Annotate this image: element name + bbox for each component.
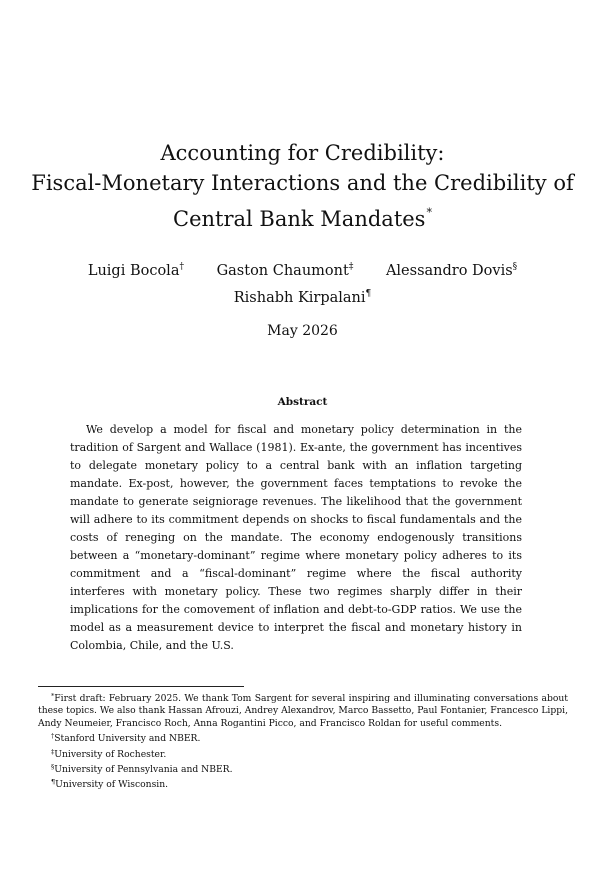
- abstract-paragraph: We develop a model for fiscal and monetary policy determination in the tradition of Sargent and Wallace (1981). Ex-ante, the government has incentives to delegate monetary policy to a central bank with an inflation targeting mandate. Ex-post, however, the government faces temptations to revoke the mandate to generate seigniorage revenues. The likelihood that the government will adhere to its commitment depends on shocks to fiscal fundamentals and the costs of reneging on the mandate. The economy endogenously transitions between a “monetary-dominant” regime where monetary policy adheres to its commitment and a “fiscal-dominant” regime where the fiscal authority interferes with monetary policy. These two regimes sharply differ in their implications for the comovement of inflation and debt-to-GDP ratios. We use the model as a measurement device to interpret the fiscal and monetary history in Colombia, Chile, and the U.S.: [70, 423, 522, 652]
- footnote: [38, 776, 568, 791]
- author-mark: †: [179, 262, 184, 272]
- footnote-rule: [38, 686, 244, 687]
- footnote: [38, 761, 568, 776]
- author-mark: §: [512, 262, 518, 272]
- footnote-text: University of Rochester.: [54, 748, 167, 760]
- title-line-2: Fiscal-Monetary Interactions and the Credibility of: [31, 171, 574, 195]
- author: [234, 283, 372, 310]
- author-mark: ‡: [348, 262, 354, 272]
- title-footnote-mark: *: [426, 206, 432, 219]
- paper-title: [0, 138, 605, 234]
- footnote: [38, 746, 568, 761]
- author-mark: ¶: [365, 289, 372, 299]
- author-name: Alessandro Dovis: [385, 263, 513, 279]
- footnote-mark: *: [51, 692, 55, 700]
- abstract-heading: Abstract: [277, 396, 328, 408]
- footnote-text: University of Pennsylvania and NBER.: [54, 764, 233, 776]
- footnote-mark: ¶: [51, 778, 56, 787]
- author-row-2: [0, 283, 605, 310]
- title-line-1: Accounting for Credibility:: [160, 141, 445, 165]
- footnote-mark: §: [51, 763, 55, 772]
- author-name: Rishabh Kirpalani: [233, 290, 366, 306]
- author-list: [0, 256, 605, 310]
- footnote-mark: †: [51, 732, 55, 741]
- footnotes: [38, 690, 568, 792]
- title-line-3: [0, 198, 605, 234]
- footnote-text: First draft: February 2025. We thank Tom Sargent for several inspiring and illuminating conversations about these topics. We also thank Hassan Afrouzi, Andrey Alexandrov, Marco Bassetto, Paul Fontanier, Francesco Lippi, Andy Neumeier, Francisco Roch, Anna Rogantini Picco, and Francisco Roldan for useful comments.: [38, 693, 568, 729]
- footnote: [38, 730, 568, 745]
- footnote-text: Stanford University and NBER.: [54, 733, 201, 745]
- author: [217, 256, 354, 283]
- author: [386, 256, 517, 283]
- author-row-1: [0, 256, 605, 283]
- footnote-mark: ‡: [51, 747, 55, 756]
- title-line-3-text: Central Bank Mandates: [173, 207, 426, 231]
- paper-date: May 2026: [267, 323, 338, 339]
- abstract-body: [70, 421, 522, 655]
- author: [88, 256, 184, 283]
- footnote-text: University of Wisconsin.: [55, 779, 169, 791]
- author-name: Luigi Bocola: [87, 263, 180, 279]
- author-name: Gaston Chaumont: [216, 263, 349, 279]
- footnote: [38, 690, 568, 730]
